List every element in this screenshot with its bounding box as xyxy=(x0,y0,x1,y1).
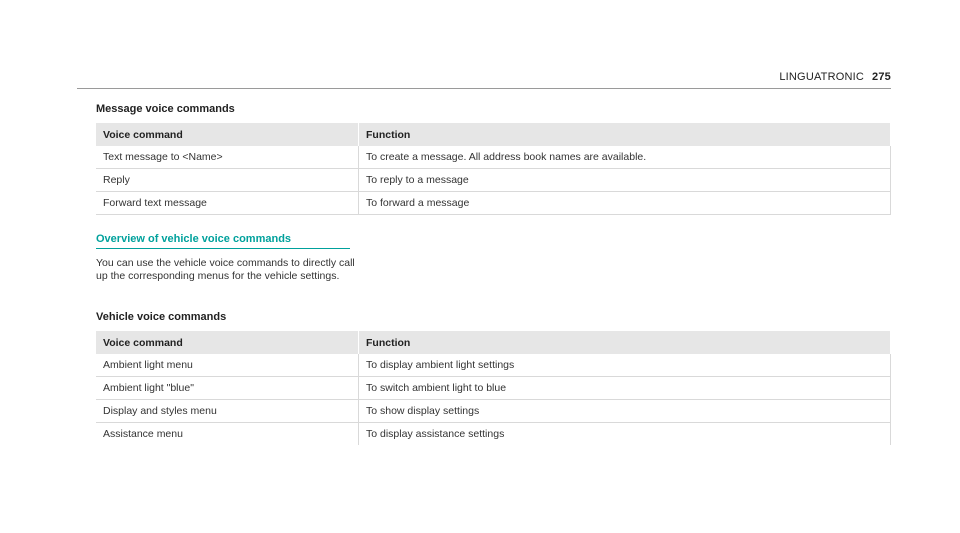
table-row xyxy=(96,146,891,169)
vehicle-section-title: Vehicle voice commands xyxy=(96,311,227,323)
column-header-voice-command: Voice command xyxy=(96,331,359,354)
vehicle-commands-table xyxy=(96,331,891,445)
function-cell: To reply to a message xyxy=(359,169,891,192)
function-cell: To display ambient light settings xyxy=(359,354,891,377)
column-header-voice-command: Voice command xyxy=(96,123,359,146)
function-cell: To forward a message xyxy=(359,192,891,215)
table-row xyxy=(96,169,891,192)
table-row xyxy=(96,354,891,377)
table-header-row xyxy=(96,331,891,354)
running-head xyxy=(779,71,891,83)
voice-command-cell: Assistance menu xyxy=(96,423,359,446)
function-cell: To create a message. All address book names are available. xyxy=(359,146,891,169)
running-head-title: LINGUATRONIC xyxy=(779,71,865,83)
overview-paragraph: You can use the vehicle voice commands to directly call up the corresponding menus for the vehicle settings. xyxy=(96,257,355,282)
overview-heading: Overview of vehicle voice commands xyxy=(96,233,350,249)
column-header-function: Function xyxy=(359,123,891,146)
table-row xyxy=(96,400,891,423)
function-cell: To display assistance settings xyxy=(359,423,891,446)
header-divider xyxy=(77,88,891,89)
message-section-title: Message voice commands xyxy=(96,103,235,115)
voice-command-cell: Display and styles menu xyxy=(96,400,359,423)
table-row xyxy=(96,423,891,446)
voice-command-cell: Ambient light menu xyxy=(96,354,359,377)
table-header-row xyxy=(96,123,891,146)
voice-command-cell: Forward text message xyxy=(96,192,359,215)
column-header-function: Function xyxy=(359,331,891,354)
message-commands-table xyxy=(96,123,891,215)
function-cell: To switch ambient light to blue xyxy=(359,377,891,400)
page-number: 275 xyxy=(872,71,891,83)
function-cell: To show display settings xyxy=(359,400,891,423)
table-row xyxy=(96,377,891,400)
voice-command-cell: Text message to <Name> xyxy=(96,146,359,169)
voice-command-cell: Ambient light "blue" xyxy=(96,377,359,400)
table-row xyxy=(96,192,891,215)
voice-command-cell: Reply xyxy=(96,169,359,192)
